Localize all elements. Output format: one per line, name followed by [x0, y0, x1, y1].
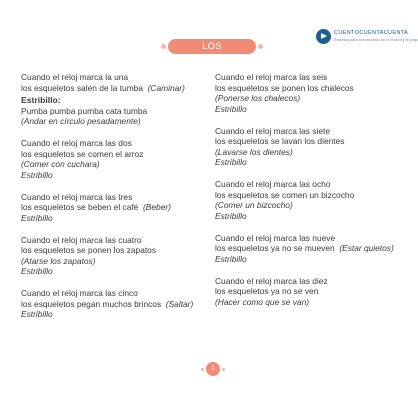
- verse-text: los esqueletos ya no se mueven: [215, 243, 335, 253]
- chorus-ref: Estribillo: [215, 103, 247, 114]
- verse-line: Cuando el reloj marca las cuatro: [21, 234, 142, 245]
- chorus-line: Pumba pumba pumba cata tumba: [21, 105, 148, 116]
- verse-line: los esqueletos se ponen los chalecos: [215, 82, 354, 93]
- right-column: [215, 72, 395, 319]
- logo-name: CUENTOCUENTACUENTA: [334, 30, 409, 36]
- action-note: (Hacer como que se van): [215, 296, 310, 307]
- verse-line: los esqueletos se ponen los zapatos: [21, 245, 157, 255]
- chorus-ref: Estribillo: [21, 309, 53, 319]
- stanza-9: [215, 233, 395, 265]
- verse-line: [21, 299, 211, 310]
- verse-line: Cuando el reloj marca las seis: [215, 72, 328, 82]
- verse-line: [21, 83, 211, 94]
- action-note: (Ponerse los chalecos): [215, 93, 301, 103]
- play-logo-icon: [316, 29, 331, 44]
- chorus-ref: Estribillo: [215, 210, 247, 221]
- verse-text: los esqueletos pegan muchos brincos: [21, 298, 162, 309]
- verse-line: Cuando el reloj marca la una: [21, 72, 129, 82]
- verse-text: los esqueletos se beben el café: [21, 202, 139, 212]
- left-column: [21, 72, 211, 331]
- action-note: (Lavarse los dientes): [215, 146, 293, 157]
- verse-line: Cuando el reloj marca las cinco: [21, 288, 138, 298]
- logo: [316, 29, 418, 47]
- verse-line: [21, 202, 211, 213]
- action-note: (Saltar): [165, 298, 194, 309]
- action-note: (Comer con cuchara): [21, 159, 100, 169]
- action-note: (Estar quietos): [339, 243, 394, 253]
- verse-line: Cuando el reloj marca las tres: [21, 191, 133, 202]
- verse-text: los esqueletos salen de la tumba: [21, 82, 143, 93]
- stanza-1: [21, 72, 211, 127]
- verse-line: Cuando el reloj marca las dos: [21, 138, 132, 148]
- action-note: (Atarse los zapatos): [21, 255, 96, 266]
- action-note: (Comer un bizcocho): [215, 200, 293, 210]
- stanza-4: [21, 235, 211, 277]
- stanza-8: [215, 179, 395, 221]
- chorus-ref: Estribillo: [215, 253, 247, 264]
- verse-line: los esqueletos se lavan los dientes: [215, 136, 345, 146]
- verse-line: los esqueletos ya no se ven: [215, 286, 319, 296]
- stanza-10: [215, 276, 395, 308]
- logo-tagline: Recursos para comunicarse con la música y el juego: [334, 38, 418, 42]
- stanza-3: [21, 192, 211, 224]
- stanza-5: [21, 288, 211, 320]
- chorus-ref: Estribillo: [21, 212, 53, 223]
- verse-line: Cuando el reloj marca las ocho: [215, 179, 331, 189]
- verse-line: Cuando el reloj marca las nueve: [215, 232, 336, 243]
- action-note: (Andar en círculo pesadamente): [21, 116, 141, 126]
- verse-line: Cuando el reloj marca las diez: [215, 275, 328, 286]
- action-note: (Beber): [143, 202, 171, 212]
- stanza-7: [215, 126, 395, 168]
- action-note: (Caminar): [147, 82, 185, 93]
- stanza-2: [21, 138, 211, 180]
- page-number: 1: [206, 362, 220, 376]
- chorus-ref: Estribillo: [21, 266, 53, 276]
- page-title: LOS ESQUELETOS: [168, 39, 256, 54]
- verse-line: Cuando el reloj marca las siete: [215, 125, 330, 136]
- verse-line: [215, 243, 395, 254]
- chorus-ref: Estribillo: [215, 157, 247, 167]
- stanza-6: [215, 72, 395, 114]
- verse-line: los esqueletos se comen un bizcocho: [215, 189, 355, 200]
- verse-line: los esqueletos se comen el arroz: [21, 148, 144, 159]
- chorus-ref: Estribillo: [21, 169, 53, 180]
- chorus-heading: Estribillo:: [21, 95, 61, 105]
